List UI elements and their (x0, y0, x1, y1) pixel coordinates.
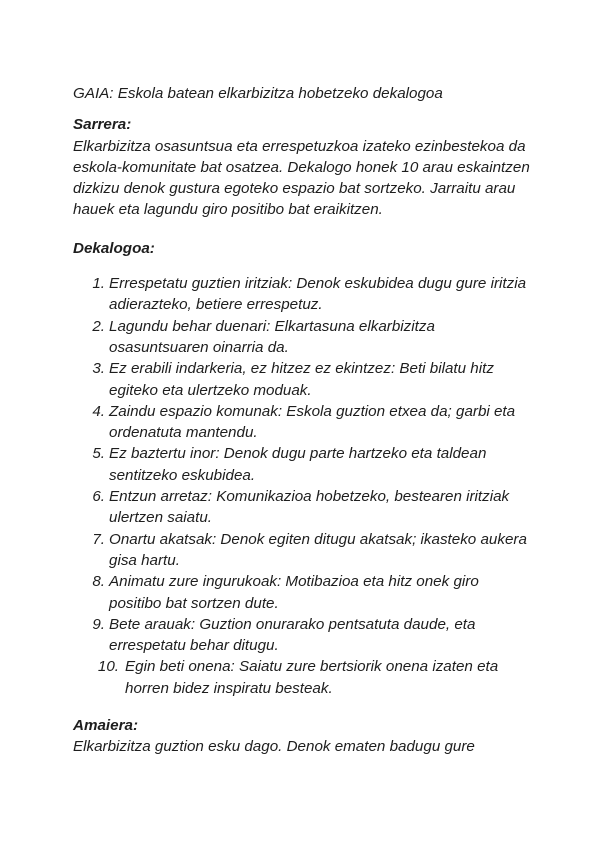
list-item (73, 401, 533, 444)
conclusion-text: Elkarbizitza guztion esku dago. Denok ematen badugu gure (73, 738, 475, 756)
list-item-text: Onartu akatsak: Denok egiten ditugu akatsak; ikasteko aukera gisa hartu. (109, 530, 527, 569)
list-item-text: Egin beti onena: Saiatu zure bertsiorik onena izaten eta horren bidez inspiratu besteak. (125, 658, 499, 697)
list-item-number: 1. (92, 275, 105, 293)
list-item-text: Ez erabili indarkeria, ez hitzez ez ekintzez: Beti bilatu hitz egiteko eta ulertzeko moduak. (109, 360, 494, 399)
list-item (73, 486, 533, 529)
document-title: GAIA: Eskola batean elkarbizitza hobetzeko dekalogoa (73, 85, 443, 102)
list-item-number: 9. (92, 615, 105, 633)
list-item-number: 6. (92, 488, 105, 506)
list-item (73, 571, 533, 614)
list-item (73, 443, 533, 486)
conclusion-heading: Amaiera: (73, 717, 138, 735)
decalogue-heading: Dekalogoa: (73, 239, 155, 257)
list-item-text: Errespetatu guztien iritziak: Denok eskubidea dugu gure iritzia adierazteko, betiere errespetuz. (109, 275, 527, 314)
intro-text: Elkarbizitza osasuntsua eta errespetuzkoa izateko ezinbestekoa da eskola-komunitate bat osatzea. Dekalogo honek 10 arau eskaintzen dizkizu denok gustura egoteko espazio bat sortzeko. Jarraitu arau hauek eta lagundu giro positibo bat eraikitzen. (73, 137, 530, 219)
list-item (73, 614, 533, 657)
list-item (73, 656, 533, 699)
document-page (73, 83, 533, 758)
list-item (73, 358, 533, 401)
intro-heading: Sarrera: (73, 116, 132, 134)
list-item-text: Zaindu espazio komunak: Eskola guztion etxea da; garbi eta ordenatuta mantendu. (109, 402, 516, 442)
list-item-number: 8. (92, 573, 105, 591)
list-item-text: Animatu zure ingurukoak: Motibazioa eta hitz onek giro positibo bat sortzen dute. (109, 573, 479, 612)
list-item-text: Lagundu behar duenari: Elkartasuna elkarbizitza osasuntsuaren oinarria da. (109, 317, 435, 356)
list-item-text: Ez baztertu inor: Denok dugu parte hartzeko eta taldean sentitzeko eskubidea. (109, 445, 487, 484)
list-item-number: 3. (92, 360, 105, 378)
list-item (73, 316, 533, 359)
list-item-number: 4. (92, 402, 105, 420)
decalogue-list (73, 273, 533, 699)
list-item-number: 5. (92, 445, 105, 463)
list-item-number: 7. (92, 530, 105, 548)
list-item-number: 10. (97, 658, 119, 676)
list-item (73, 529, 533, 572)
list-item-number: 2. (92, 317, 105, 335)
list-item (73, 273, 533, 316)
list-item-text: Bete arauak: Guztion onurarako pentsatuta daude, eta errespetatu behar ditugu. (109, 615, 476, 655)
list-item-text: Entzun arretaz: Komunikazioa hobetzeko, bestearen iritziak ulertzen saiatu. (109, 488, 510, 527)
